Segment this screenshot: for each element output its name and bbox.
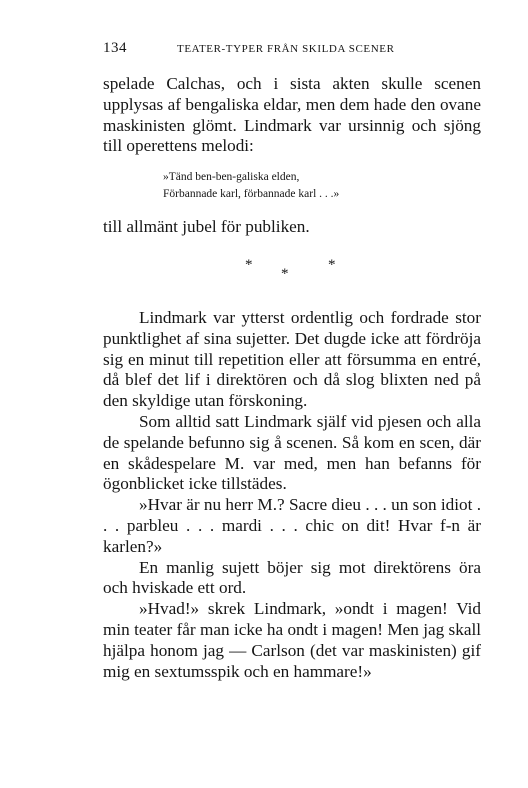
paragraph-calchas: spelade Calchas, och i sista akten skulle scenen upplysas af bengaliska eldar, men dem hade den ovane maskinisten glömt. Lindmark var ursinnig och sjöng till operettens melodi: [103, 74, 481, 156]
paragraph-outburst: »Hvar är nu herr M.? Sacre dieu . . . un son idiot . . . parbleu . . . mardi . . . chic on dit! Hvar f-n är karlen?» [103, 495, 481, 556]
book-page [103, 40, 481, 682]
paragraph-punctuality: Lindmark var ytterst ordentlig och fordrade stor punktlighet af sina sujetter. Det dugde icke att fördröja sig en minut till repetition eller att försumma en entré, då blef det lif i direktören och då slog blixten ned på den skyldige utan förskoning. [103, 307, 481, 411]
paragraph-hammer: »Hvad!» skrek Lindmark, »ondt i magen! Vid min teater får man icke ha ondt i magen! Men jag skall hjälpa honom jag — Carlson (det var maskinisten) gif mig en sextumsspik och en hammare!» [103, 599, 481, 681]
paragraph-jubilation: till allmänt jubel för publiken. [103, 217, 310, 237]
song-verse [163, 169, 481, 203]
page-number: 134 [103, 40, 127, 56]
verse-line-2: Förbannade karl, förbannade karl . . .» [163, 188, 340, 201]
separator-asterisk-right: * [328, 256, 336, 273]
section-separator [103, 254, 481, 288]
page-header [103, 40, 481, 60]
separator-asterisk-middle: * [281, 265, 289, 282]
paragraph-rehearsal: Som alltid satt Lindmark själf vid pjesen och alla de spelande befunno sig å scenen. Så kom en scen, där en skådespelare M. var med, men han befanns för ögonblicket icke tillstädes. [103, 411, 481, 494]
paragraph-whisper: En manlig sujett böjer sig mot direktörens öra och hviskade ett ord. [103, 557, 481, 598]
verse-line-1: »Tänd ben-ben-galiska elden, [163, 171, 300, 184]
running-title: TEATER-TYPER FRÅN SKILDA SCENER [177, 43, 395, 55]
separator-asterisk-left: * [245, 256, 253, 273]
